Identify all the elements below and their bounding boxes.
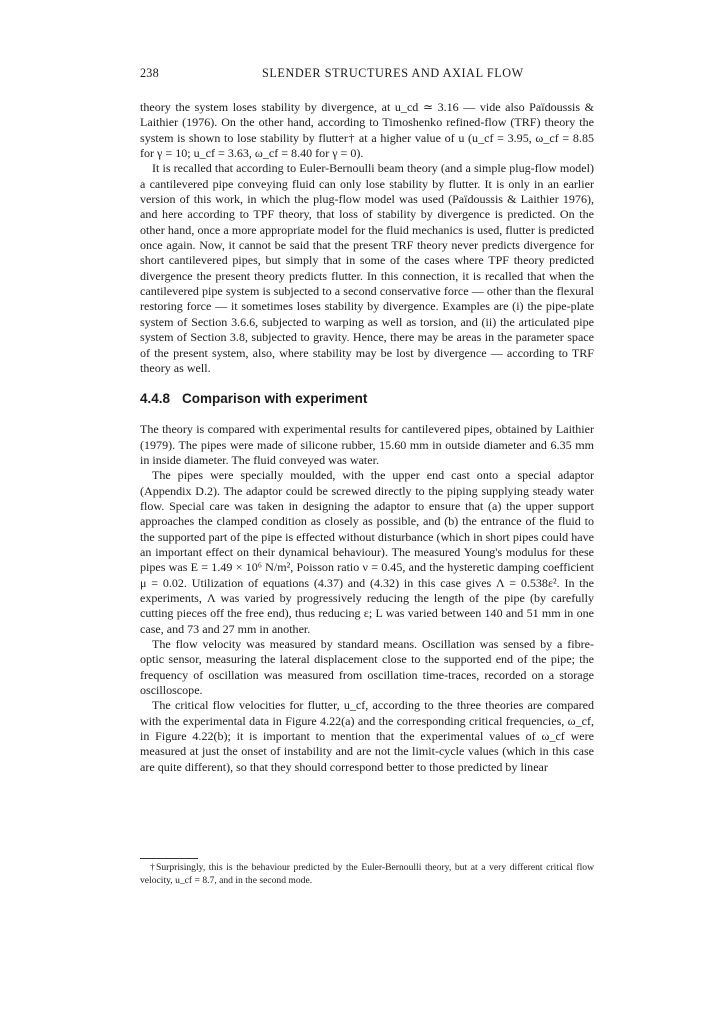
section-number: 4.4.8: [140, 391, 171, 407]
paragraph: The pipes were specially moulded, with the upper end cast onto a special adaptor (Appendix D.2). The adaptor could be screwed directly to the piping supplying steady water flow. Special care was taken in designing the adaptor to ensure that (a) the upper support approaches the clamped condition as closely as possible, and (b) the entrance of the fluid to the supported part of the pipe is effected without disturbance (which in short pipes could have an important effect on their dynamical behaviour). The measured Young's modulus for these pipes was E = 1.49 × 10⁶ N/m², Poisson ratio ν = 0.45, and the hysteretic damping coefficient μ = 0.02. Utilization of equations (4.37) and (4.32) in this case gives Λ = 0.538ε². In the experiments, Λ was varied by progressively reducing the length of the pipe (by carefully cutting pieces off the free end), thus reducing ε; L was varied between 140 and 51 mm in one case, and 73 and 27 mm in another.: [140, 468, 594, 636]
paragraph: The flow velocity was measured by standard means. Oscillation was sensed by a fibre-optic sensor, measuring the lateral displacement close to the supported end of the pipe; the frequency of oscillation was measured from oscillation time-traces, recorded on a storage oscilloscope.: [140, 637, 594, 698]
running-title: SLENDER STRUCTURES AND AXIAL FLOW: [262, 66, 524, 80]
page-number: 238: [140, 66, 159, 80]
body-text: [140, 100, 594, 775]
paragraph: It is recalled that according to Euler-Bernoulli beam theory (and a simple plug-flow model) a cantilevered pipe conveying fluid can only lose stability by flutter. It is only in an earlier version of this work, in which the plug-flow model was used (Païdoussis & Laithier 1976), and here according to TPF theory, that loss of stability by divergence is predicted. On the other hand, once a more appropriate model for the fluid mechanics is used, flutter is predicted once again. Now, it cannot be said that the present TRF theory never predicts divergence for short cantilevered pipes, but simply that in some of the cases where TPF theory predicted divergence the present theory predicts flutter. In this connection, it is recalled that when the cantilevered pipe system is subjected to a second conservative force — other than the flexural restoring force — it sometimes loses stability by divergence. Examples are (i) the pipe-plate system of Section 3.6.6, subjected to warping as well as torsion, and (ii) the articulated pipe system of Section 3.8, subjected to gravity. Hence, there may be areas in the parameter space of the present system, also, where stability may be lost by divergence — according to TRF theory as well.: [140, 161, 594, 375]
paragraph: The critical flow velocities for flutter, u_cf, according to the three theories are compared with the experimental data in Figure 4.22(a) and the corresponding critical frequencies, ω_cf, in Figure 4.22(b); it is important to mention that the experimental values of ω_cf were measured at just the onset of instability and are not the limit-cycle values (which in this case are quite different), so that they should correspond better to those predicted by linear: [140, 698, 594, 774]
footnote-text: †Surprisingly, this is the behaviour predicted by the Euler-Bernoulli theory, but at a very different critical flow velocity, u_cf = 8.7, and in the second mode.: [140, 862, 594, 886]
section-heading: [140, 391, 594, 407]
running-header: [140, 66, 592, 86]
paragraph: theory the system loses stability by divergence, at u_cd ≃ 3.16 — vide also Païdoussis & Laithier (1976). On the other hand, according to Timoshenko refined-flow (TRF) theory the system is shown to lose stability by flutter† at a higher value of u (u_cf = 3.95, ω_cf = 8.85 for γ = 10; u_cf = 3.63, ω_cf = 8.40 for γ = 0).: [140, 100, 594, 161]
footnote: [140, 862, 594, 887]
footnote-rule: [140, 858, 198, 859]
section-title: Comparison with experiment: [182, 391, 368, 407]
paragraph: The theory is compared with experimental results for cantilevered pipes, obtained by Laithier (1979). The pipes were made of silicone rubber, 15.60 mm in outside diameter and 6.35 mm in inside diameter. The fluid conveyed was water.: [140, 422, 594, 467]
